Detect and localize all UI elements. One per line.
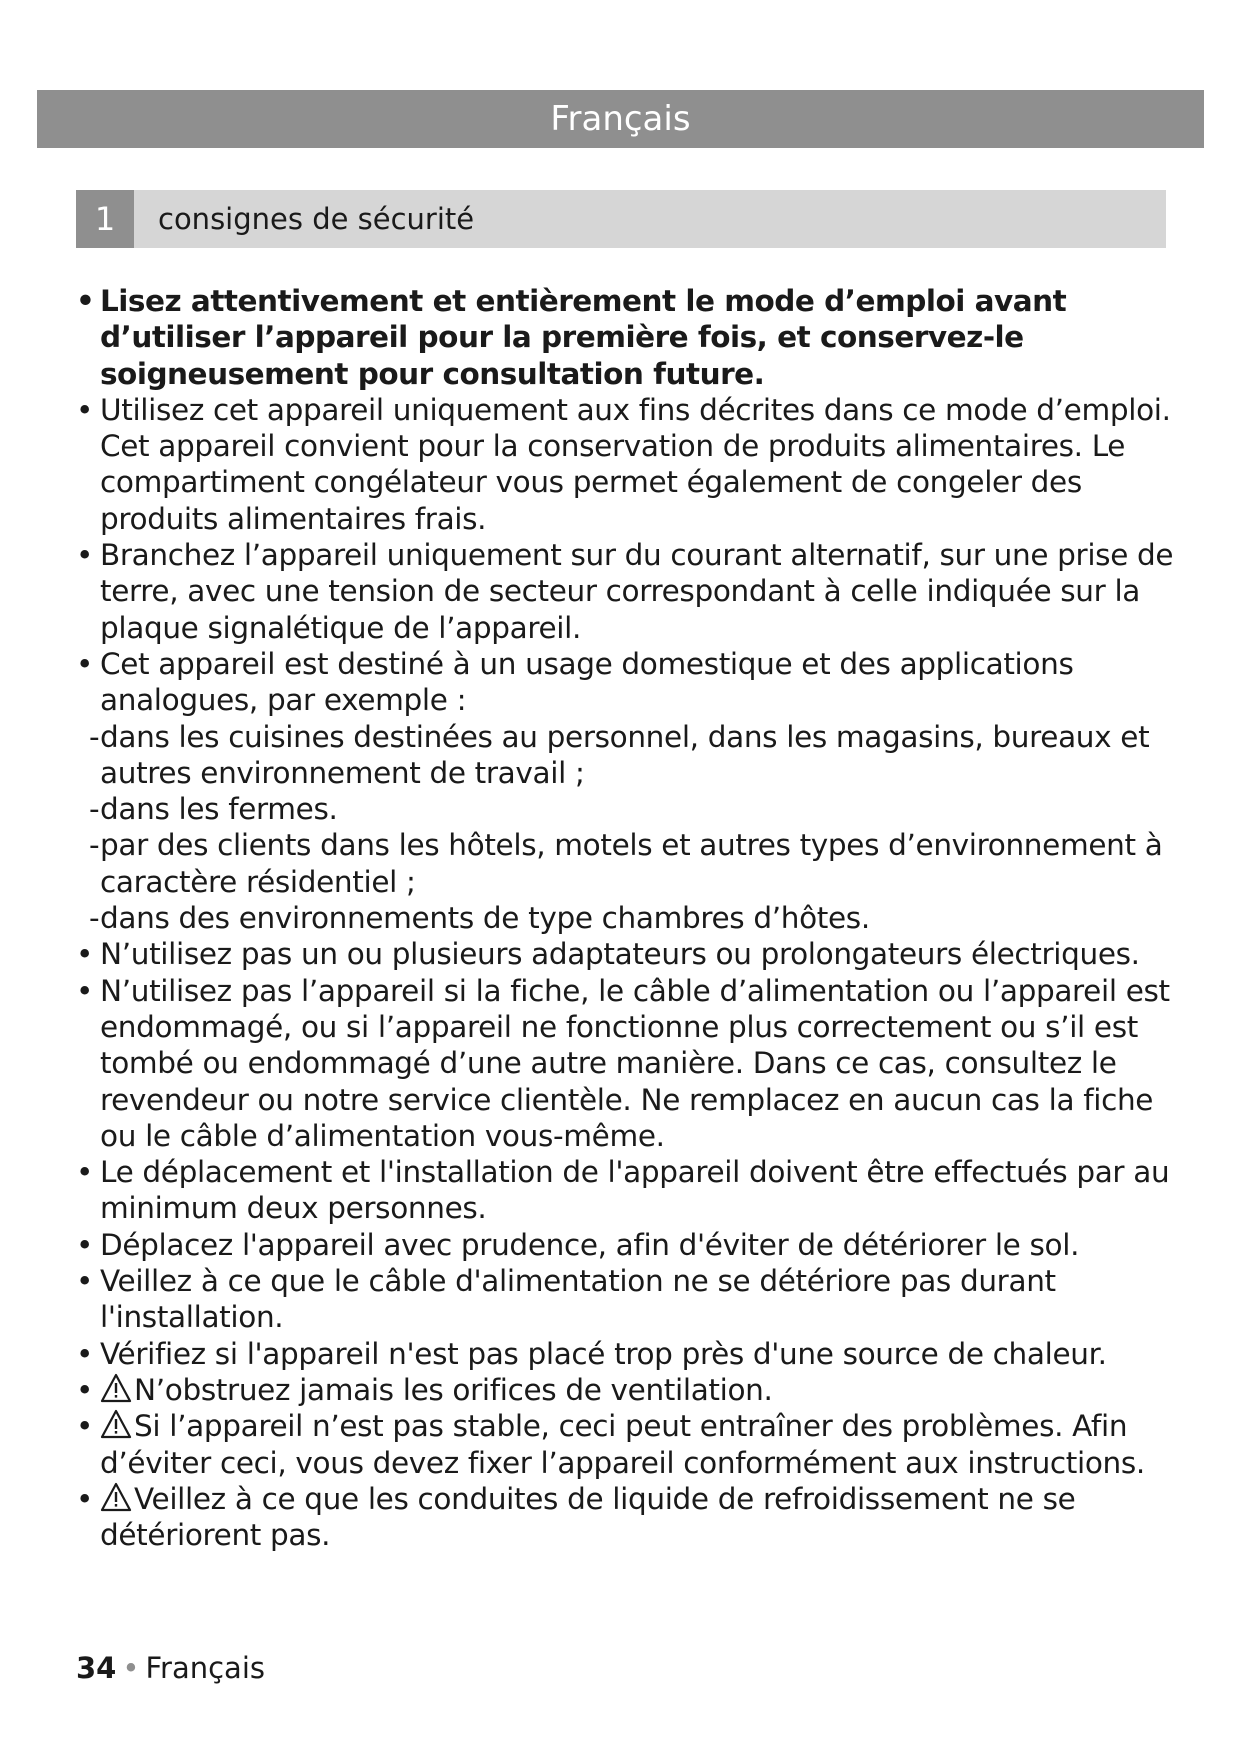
list-item — [76, 973, 1186, 1154]
list-item-text: Cet appareil est destiné à un usage domestique et des applications analogues, par exemple : — [100, 646, 1074, 718]
bullet: • — [76, 1227, 94, 1262]
bullet: • — [76, 1409, 94, 1444]
section-number: 1 — [76, 190, 134, 248]
page-number: 34 — [76, 1651, 117, 1685]
warning-item — [76, 1408, 1186, 1481]
dash: - — [89, 901, 100, 936]
sub-item-text: dans des environnements de type chambres d’hôtes. — [100, 901, 870, 936]
bullet: • — [76, 1372, 94, 1407]
sub-item — [76, 791, 1186, 827]
warning-item — [76, 1372, 1186, 1408]
warning-triangle-icon — [100, 1482, 132, 1512]
bullet: • — [76, 392, 94, 427]
list-item — [76, 537, 1186, 646]
bullet: • — [76, 937, 94, 972]
list-item-text: Utilisez cet appareil uniquement aux fins décrites dans ce mode d’emploi. Cet appareil convient pour la conservation de produits alimentaires. Le compartiment congélateur vous permet également de congeler des produits alimentaires frais. — [100, 392, 1171, 536]
list-item — [76, 1263, 1186, 1336]
warning-text: Veillez à ce que les conduites de liquide de refroidissement ne se détériorent pas. — [100, 1481, 1076, 1553]
page-footer — [76, 1648, 265, 1688]
bullet: • — [76, 1481, 94, 1516]
warning-item — [76, 1481, 1186, 1554]
sub-item-text: dans les cuisines destinées au personnel, dans les magasins, bureaux et autres environnement de travail ; — [100, 719, 1150, 790]
footer-language: Français — [145, 1651, 265, 1685]
warning-triangle-icon — [100, 1373, 132, 1403]
bullet: • — [76, 1155, 94, 1190]
footer-separator: • — [122, 1651, 140, 1685]
bullet: • — [76, 646, 94, 681]
warning-text: Si l’appareil n’est pas stable, ceci peut entraîner des problèmes. Afin d’éviter ceci, vous devez fixer l’appareil conformément aux instructions. — [100, 1409, 1145, 1480]
safety-instructions — [76, 283, 1186, 1553]
sub-item-text: par des clients dans les hôtels, motels et autres types d’environnement à caractère résidentiel ; — [100, 828, 1163, 899]
bullet: • — [76, 1336, 94, 1371]
list-item — [76, 646, 1186, 719]
list-item-text: N’utilisez pas un ou plusieurs adaptateurs ou prolongateurs électriques. — [100, 937, 1140, 972]
sub-item — [76, 719, 1186, 792]
list-item-text: Vérifiez si l'appareil n'est pas placé trop près d'une source de chaleur. — [100, 1336, 1107, 1371]
list-item-text: Le déplacement et l'installation de l'appareil doivent être effectués par au minimum deux personnes. — [100, 1155, 1170, 1226]
warning-triangle-icon — [100, 1409, 132, 1439]
section-header — [76, 190, 1166, 248]
sub-item — [76, 900, 1186, 936]
list-item-text: N’utilisez pas l’appareil si la fiche, le câble d’alimentation ou l’appareil est endommagé, ou si l’appareil ne fonctionne plus correctement ou s’il est tombé ou endommagé d’une autre manière. Dans ce cas, consultez le revendeur ou notre service clientèle. Ne remplacez en aucun cas la fiche ou le câble d’alimentation vous-même. — [100, 973, 1170, 1153]
bullet: • — [76, 284, 95, 318]
warning-text: N’obstruez jamais les orifices de ventilation. — [134, 1372, 773, 1407]
list-item — [76, 392, 1186, 537]
sub-item-text: dans les fermes. — [100, 792, 338, 827]
section-title: consignes de sécurité — [158, 202, 475, 236]
sub-item — [76, 827, 1186, 900]
bullet: • — [76, 1264, 94, 1299]
list-item — [76, 936, 1186, 972]
language-banner: Français — [37, 90, 1204, 148]
dash: - — [89, 792, 100, 827]
lead-instruction — [76, 283, 1186, 392]
list-item-text: Branchez l’appareil uniquement sur du courant alternatif, sur une prise de terre, avec une tension de secteur correspondant à celle indiquée sur la plaque signalétique de l’appareil. — [100, 538, 1174, 645]
lead-text: Lisez attentivement et entièrement le mode d’emploi avant d’utiliser l’appareil pour la première fois, et conservez-le soigneusement pour consultation future. — [100, 284, 1067, 391]
list-item — [76, 1336, 1186, 1372]
list-item-text: Veillez à ce que le câble d'alimentation ne se détériore pas durant l'installation. — [100, 1264, 1056, 1335]
dash: - — [89, 828, 100, 863]
list-item-text: Déplacez l'appareil avec prudence, afin d'éviter de détériorer le sol. — [100, 1227, 1080, 1262]
list-item — [76, 1154, 1186, 1227]
bullet: • — [76, 538, 94, 573]
dash: - — [89, 719, 100, 754]
list-item — [76, 1227, 1186, 1263]
bullet: • — [76, 973, 94, 1008]
